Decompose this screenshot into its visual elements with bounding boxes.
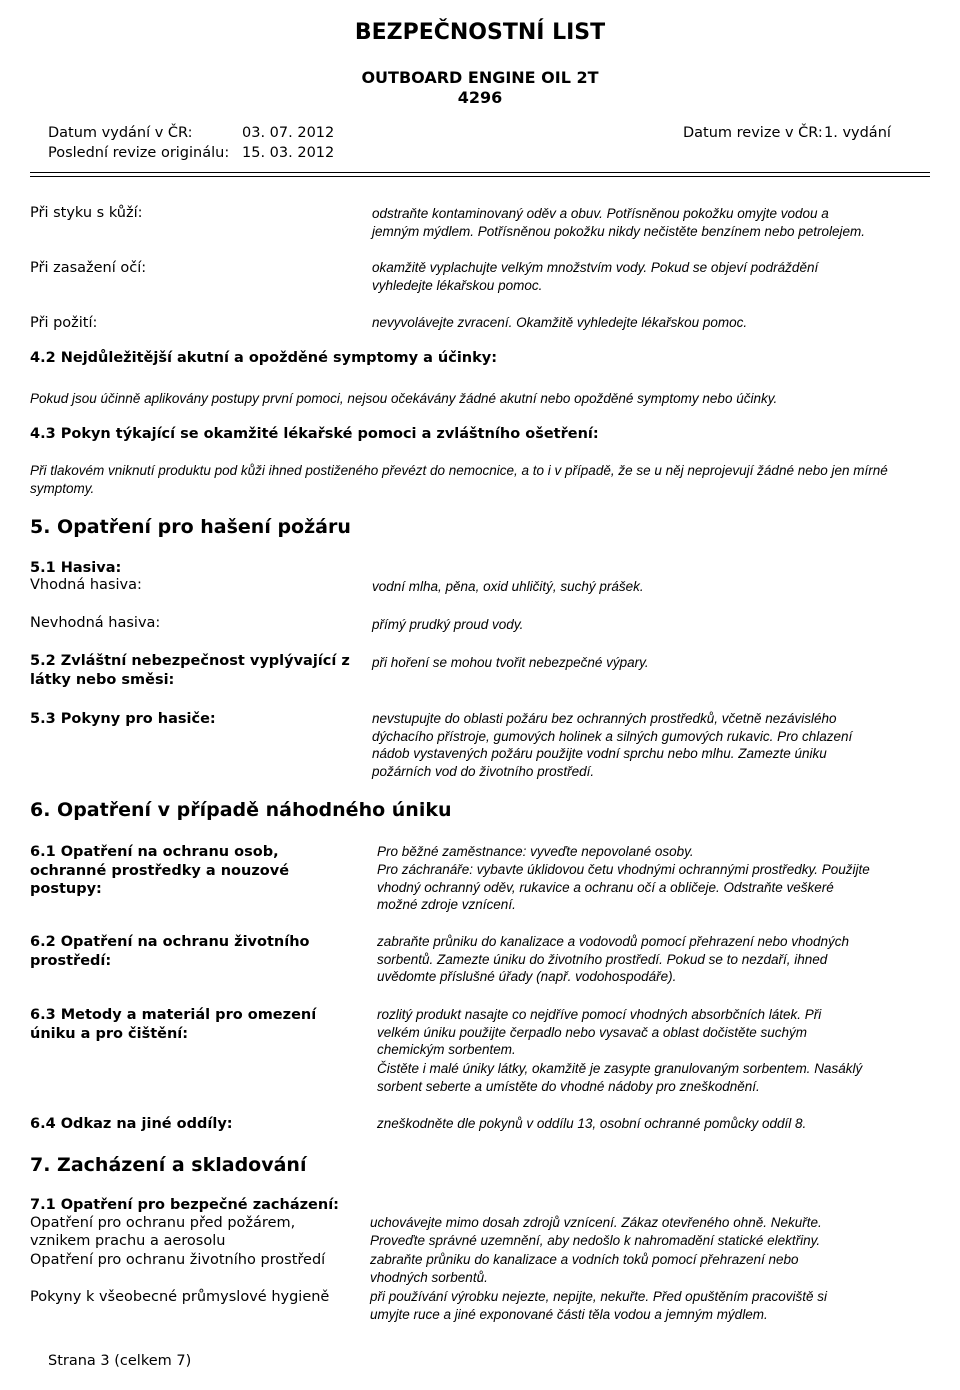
section-5-2-text: při hoření se mohou tvořit nebezpečné výpary.	[372, 655, 649, 670]
section-7-1-heading: 7.1 Opatření pro bezpečné zacházení:	[30, 1197, 339, 1213]
hygiene-text: při používání výrobku nejezte, nepijte, nekuřte. Před opuštěním pracoviště si umyjte ruce a jiné exponované části těla vodou a jemným mýdlem.	[370, 1289, 827, 1322]
ingestion-text: nevyvolávejte zvracení. Okamžitě vyhledejte lékařskou pomoc.	[372, 315, 748, 330]
hygiene-label: Pokyny k všeobecné průmyslové hygieně	[30, 1289, 330, 1305]
ingestion-label: Při požití:	[30, 315, 98, 331]
section-5-heading: 5. Opatření pro hašení požáru	[30, 516, 351, 538]
section-4-2-text: Pokud jsou účinně aplikovány postupy první pomoci, nejsou očekávány žádné akutní nebo opožděné symptomy nebo účinky.	[30, 391, 778, 406]
issue-date-label: Datum vydání v ČR:	[48, 125, 193, 141]
section-4-2-heading: 4.2 Nejdůležitější akutní a opožděné symptomy a účinky:	[30, 350, 498, 366]
section-6-3-text-a: rozlitý produkt nasajte co nejdříve pomocí vhodných absorbčních látek. Při velkém úniku použijte čerpadlo nebo vysavač a oblast dočistěte suchým chemickým sorbentem.	[377, 1007, 822, 1058]
section-6-1-text-b: Pro záchranáře: vybavte úklidovou četu vhodnými ochrannými prostředky. Použijte vhodný ochranný oděv, rukavice a ochranu očí a obličeje. Odstraňte veškeré možné zdroje vznícení.	[377, 862, 870, 913]
section-5-2-heading: 5.2 Zvláštní nebezpečnost vyplývající z látky nebo směsi:	[30, 653, 350, 688]
section-6-3-heading: 6.3 Metody a materiál pro omezení úniku a pro čištění:	[30, 1007, 317, 1042]
environment-protection-text: zabraňte průniku do kanalizace a vodních toků pomocí přehrazení nebo vhodných sorbentů.	[370, 1252, 799, 1285]
section-6-2-text: zabraňte průniku do kanalizace a vodovodů pomocí přehrazení nebo vhodných sorbentů. Zamezte úniku do životního prostředí. Pokud se to nezdaří, ihned uvědomte příslušné úřady (např. vodohospodáře).	[377, 934, 850, 985]
section-5-1-heading: 5.1 Hasiva:	[30, 560, 122, 576]
product-name: OUTBOARD ENGINE OIL 2T	[361, 68, 599, 87]
skin-contact-text: odstraňte kontaminovaný oděv a obuv. Potřísněnou pokožku omyjte vodou a jemným mýdlem. Potřísněnou pokožku nikdy nečistěte benzínem nebo petrolejem.	[372, 206, 866, 239]
revision-label: Datum revize v ČR:	[683, 125, 823, 141]
section-6-1-text-a: Pro běžné zaměstnance: vyveďte nepovolané osoby.	[377, 844, 694, 859]
suitable-extinguishers-label: Vhodná hasiva:	[30, 577, 142, 593]
section-6-heading: 6. Opatření v případě náhodného úniku	[30, 799, 452, 821]
original-revision-label: Poslední revize originálu:	[48, 145, 230, 161]
environment-protection-label: Opatření pro ochranu životního prostředí	[30, 1252, 326, 1268]
original-revision-date: 15. 03. 2012	[242, 145, 335, 161]
section-4-3-heading: 4.3 Pokyn týkající se okamžité lékařské pomoci a zvláštního ošetření:	[30, 426, 599, 442]
issue-date: 03. 07. 2012	[242, 125, 335, 141]
section-6-2-heading: 6.2 Opatření na ochranu životního prostředí:	[30, 934, 310, 969]
section-6-4-text: zneškodněte dle pokynů v oddílu 13, osobní ochranné pomůcky oddíl 8.	[377, 1116, 807, 1131]
section-6-1-heading: 6.1 Opatření na ochranu osob, ochranné prostředky a nouzové postupy:	[30, 844, 290, 897]
section-5-3-text: nevstupujte do oblasti požáru bez ochranných prostředků, včetně nezávislého dýchacího přístroje, gumových holinek a silných gumových rukavic. Pro chlazení nádob vystavených požáru použijte vodní sprchu nebo mlhu. Zamezte úniku požárních vod do životního prostředí.	[372, 711, 853, 779]
header-divider-top	[30, 172, 930, 173]
revision-value: 1. vydání	[824, 125, 891, 141]
section-4-3-text: Při tlakovém vniknutí produktu pod kůži ihned postiženého převézt do nemocnice, a to i v případě, že se u něj neprojevují žádné nebo jen mírné symptomy.	[30, 463, 888, 496]
section-6-3-text-b: Čistěte i malé úniky látky, okamžitě je zasypte granulovaným sorbentem. Nasáklý sorbent seberte a umístěte do vhodné nádoby pro zneškodnění.	[377, 1061, 863, 1094]
suitable-extinguishers-text: vodní mlha, pěna, oxid uhličitý, suchý prášek.	[372, 579, 644, 594]
unsuitable-extinguishers-label: Nevhodná hasiva:	[30, 615, 161, 631]
eye-contact-text: okamžitě vyplachujte velkým množstvím vody. Pokud se objeví podráždění vyhledejte lékařskou pomoc.	[372, 260, 819, 293]
eye-contact-label: Při zasažení očí:	[30, 260, 147, 276]
skin-contact-label: Při styku s kůží:	[30, 205, 143, 221]
page-number: Strana 3 (celkem 7)	[48, 1353, 192, 1369]
product-code: 4296	[457, 88, 503, 107]
fire-protection-label: Opatření pro ochranu před požárem, vznikem prachu a aerosolu	[30, 1215, 296, 1249]
section-7-heading: 7. Zacházení a skladování	[30, 1154, 307, 1176]
section-6-4-heading: 6.4 Odkaz na jiné oddíly:	[30, 1116, 233, 1132]
header-divider-bottom	[30, 176, 930, 177]
unsuitable-extinguishers-text: přímý prudký proud vody.	[372, 617, 524, 632]
section-5-3-heading: 5.3 Pokyny pro hasiče:	[30, 711, 216, 727]
document-title: BEZPEČNOSTNÍ LIST	[354, 20, 606, 45]
fire-protection-text: uchovávejte mimo dosah zdrojů vznícení. Zákaz otevřeného ohně. Nekuřte. Proveďte správné uzemnění, aby nedošlo k nahromadění statické elektřiny.	[370, 1215, 822, 1248]
